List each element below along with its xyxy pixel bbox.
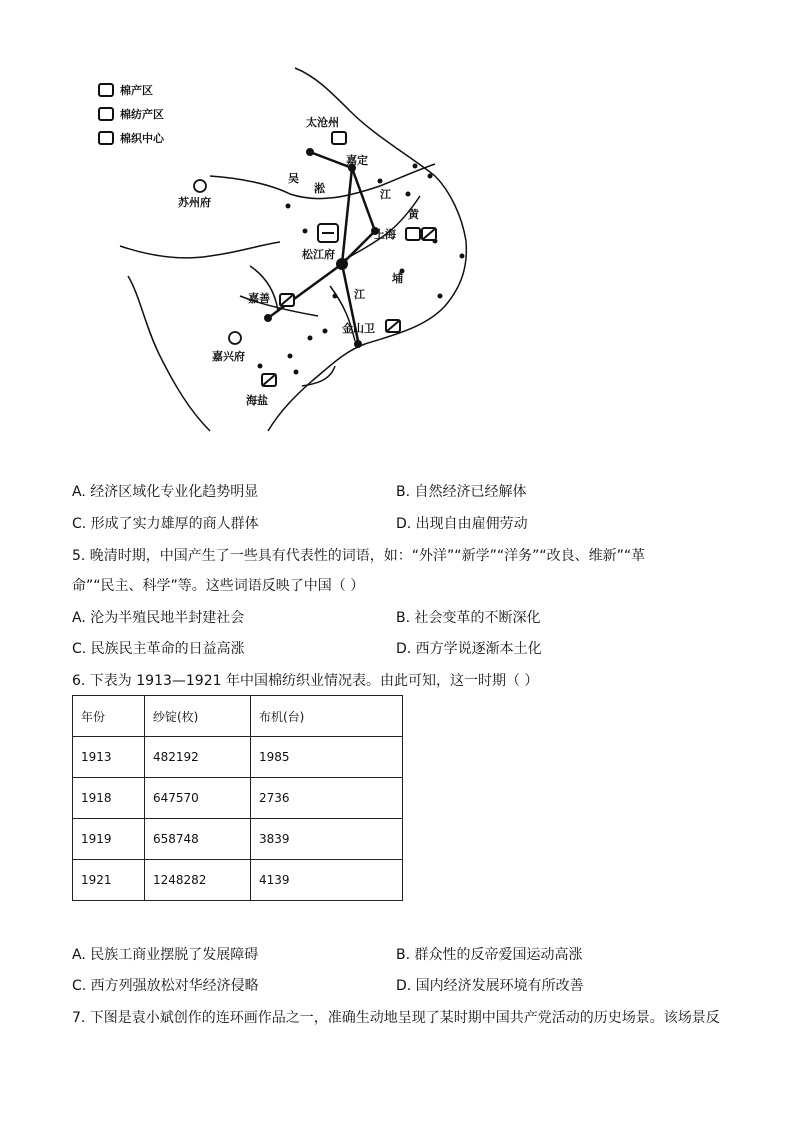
place-jinshanwei: 金山卫 — [342, 322, 375, 335]
q4-option-a: A. 经济区域化专业化趋势明显 — [72, 484, 259, 500]
table-header-cell: 布机(台) — [251, 696, 403, 737]
table-cell: 1985 — [251, 737, 403, 778]
table-header-row — [73, 696, 403, 737]
river-song: 淞 — [314, 182, 325, 195]
river-jiang-2: 江 — [354, 288, 365, 301]
table-cell: 1913 — [73, 737, 145, 778]
table-cell: 482192 — [145, 737, 251, 778]
table-header-cell: 年份 — [73, 696, 145, 737]
table-cell: 3839 — [251, 819, 403, 860]
q4-option-b: B. 自然经济已经解体 — [396, 484, 527, 500]
table-cell: 2736 — [251, 778, 403, 819]
q6-option-a: A. 民族工商业摆脱了发展障碍 — [72, 947, 259, 963]
legend-label: 棉织中心 — [120, 132, 164, 145]
place-haiyan: 海盐 — [246, 394, 268, 407]
q5-option-d: D. 西方学说逐渐本土化 — [396, 641, 542, 657]
table-cell: 1919 — [73, 819, 145, 860]
place-suzhou: 苏州府 — [178, 196, 211, 209]
weaving-center-icon — [98, 131, 114, 145]
table-row — [73, 737, 403, 778]
river-huang: 黄 — [408, 208, 419, 221]
q6-option-c: C. 西方列强放松对华经济侵略 — [72, 978, 259, 994]
legend-label: 棉产区 — [120, 84, 153, 97]
table-row — [73, 778, 403, 819]
legend-label: 棉纺产区 — [120, 108, 164, 121]
table-cell: 1921 — [73, 860, 145, 901]
table-cell: 1248282 — [145, 860, 251, 901]
place-jiading: 嘉定 — [346, 154, 368, 167]
table-row — [73, 860, 403, 901]
q6-option-d: D. 国内经济发展环境有所改善 — [396, 978, 584, 994]
cotton-industry-table — [72, 695, 403, 901]
q5-option-a: A. 沦为半殖民地半封建社会 — [72, 610, 245, 626]
place-jiaxing: 嘉兴府 — [212, 350, 245, 363]
place-taicang: 太沧州 — [306, 116, 339, 129]
map-drawing — [90, 66, 490, 446]
place-songjiang: 松江府 — [302, 248, 335, 261]
legend-cotton-spinning — [98, 106, 164, 122]
q5-stem-line2: 命”“民主、科学”等。这些词语反映了中国（ ） — [72, 578, 365, 594]
place-jiashan: 嘉善 — [248, 292, 270, 305]
q5-option-b: B. 社会变革的不断深化 — [396, 610, 541, 626]
cotton-area-icon — [98, 83, 114, 97]
q4-option-c: C. 形成了实力雄厚的商人群体 — [72, 516, 259, 532]
table-row — [73, 819, 403, 860]
q6-stem: 6. 下表为 1913—1921 年中国棉纺织业情况表。由此可知，这一时期（ ） — [72, 673, 539, 689]
table-header-cell: 纱锭(枚) — [145, 696, 251, 737]
cotton-spinning-icon — [98, 107, 114, 121]
q7-stem: 7. 下图是袁小斌创作的连环画作品之一，准确生动地呈现了某时期中国共产党活动的历史场景。该场景反 — [72, 1010, 720, 1026]
river-wu: 吴 — [288, 172, 299, 185]
river-jiang-1: 江 — [380, 188, 391, 201]
q4-option-d: D. 出现自由雇佣劳动 — [396, 516, 528, 532]
q6-option-b: B. 群众性的反帝爱国运动高涨 — [396, 947, 583, 963]
q5-option-c: C. 民族民主革命的日益高涨 — [72, 641, 245, 657]
table-cell: 658748 — [145, 819, 251, 860]
table-cell: 4139 — [251, 860, 403, 901]
river-pu: 埔 — [392, 272, 403, 285]
legend-cotton-area — [98, 82, 153, 98]
place-shanghai: 上海 — [374, 228, 396, 241]
table-cell: 1918 — [73, 778, 145, 819]
q5-stem-line1: 5. 晚清时期，中国产生了一些具有代表性的词语，如：“外洋”“新学”“洋务”“改良、维新”“革 — [72, 548, 646, 564]
cotton-distribution-map — [90, 66, 490, 446]
legend-weaving-center — [98, 130, 164, 146]
table-cell: 647570 — [145, 778, 251, 819]
